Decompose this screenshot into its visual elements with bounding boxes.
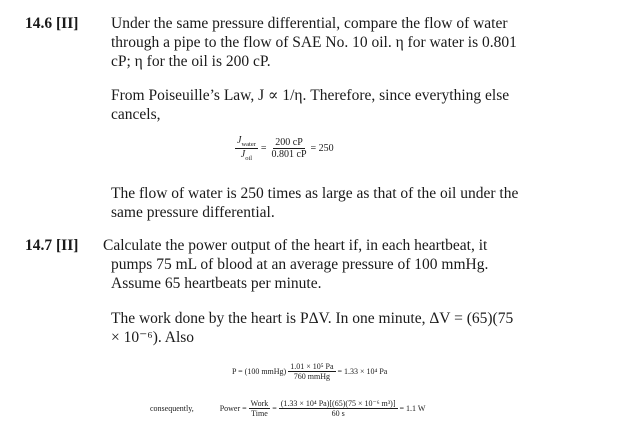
pressure-conversion-equation (232, 362, 387, 381)
problem-text-line: through a pipe to the flow of SAE No. 10 oil. η for water is 0.801 (111, 34, 517, 51)
pressure-result: = 1.33 × 10⁴ Pa (337, 367, 388, 377)
work-time-fraction (249, 399, 271, 418)
solution-text-line: From Poiseuille’s Law, J ∝ 1/η. Therefore, since everything else (111, 87, 510, 104)
work-value: (1.33 × 10⁴ Pa)[(65)(75 × 10⁻⁶ m³)] (280, 399, 396, 408)
problem-number-14-7: 14.7 [II] (25, 237, 79, 254)
viscosity-ratio-fraction (270, 137, 309, 161)
problem-text-line: cP; η for the oil is 200 cP. (111, 53, 271, 70)
problem-text-line: Under the same pressure differential, compare the flow of water (111, 15, 508, 32)
pressure-conversion-fraction (288, 362, 335, 381)
j-oil-symbol: J (240, 149, 246, 161)
oil-viscosity-value: 200 cP (275, 136, 303, 148)
pressure-lhs: P = (100 mmHg) (232, 367, 287, 377)
conclusion-text-line: The flow of water is 250 times as large as that of the oil under the (111, 185, 519, 202)
work-label: Work (250, 399, 269, 408)
power-lhs: Power = (219, 404, 247, 414)
power-value-fraction (279, 399, 398, 418)
power-result: = 1.1 W (399, 404, 426, 414)
j-water-symbol: J (237, 135, 242, 146)
solution-text-line: × 10⁻⁶). Also (111, 329, 195, 346)
flow-ratio-fraction (235, 135, 258, 163)
consequently-label: consequently, (150, 404, 194, 414)
problem-text-line: Assume 65 heartbeats per minute. (111, 275, 322, 292)
time-value: 60 s (331, 409, 345, 419)
solution-text-line: cancels, (111, 106, 161, 123)
problem-text-line: pumps 75 mL of blood at an average pressure of 100 mmHg. (111, 256, 489, 273)
pascal-value: 1.01 × 10⁵ Pa (290, 362, 334, 371)
power-equation: consequently, Power = $\frac{\text{Work}}{\text{Time}}$ = $\frac{\text{(1.33 × 10⁴ Pa)[(65)(75 × 10⁻⁶ m³)]}}{60 s}$ = 1.1 W (150, 399, 426, 419)
water-viscosity-value: 0.801 cP (271, 149, 307, 161)
flow-ratio-equation: $\frac{J_{water}}{J_{oil}}$ = $\frac{200 cP}{0.801 cP}$ = 250 (237, 135, 334, 163)
mmhg-value: 760 mmHg (293, 372, 330, 382)
flow-ratio-result: = 250 (310, 143, 334, 155)
solution-text-line: The work done by the heart is PΔV. In one minute, ΔV = (65)(75 (111, 310, 514, 327)
oil-subscript: oil (245, 155, 253, 163)
problem-text-line: Calculate the power output of the heart if, in each heartbeat, it (103, 237, 488, 254)
time-label: Time (251, 409, 268, 419)
problem-number-14-6: 14.6 [II] (25, 15, 79, 32)
water-subscript: water (241, 141, 256, 148)
conclusion-text-line: same pressure differential. (111, 204, 275, 221)
